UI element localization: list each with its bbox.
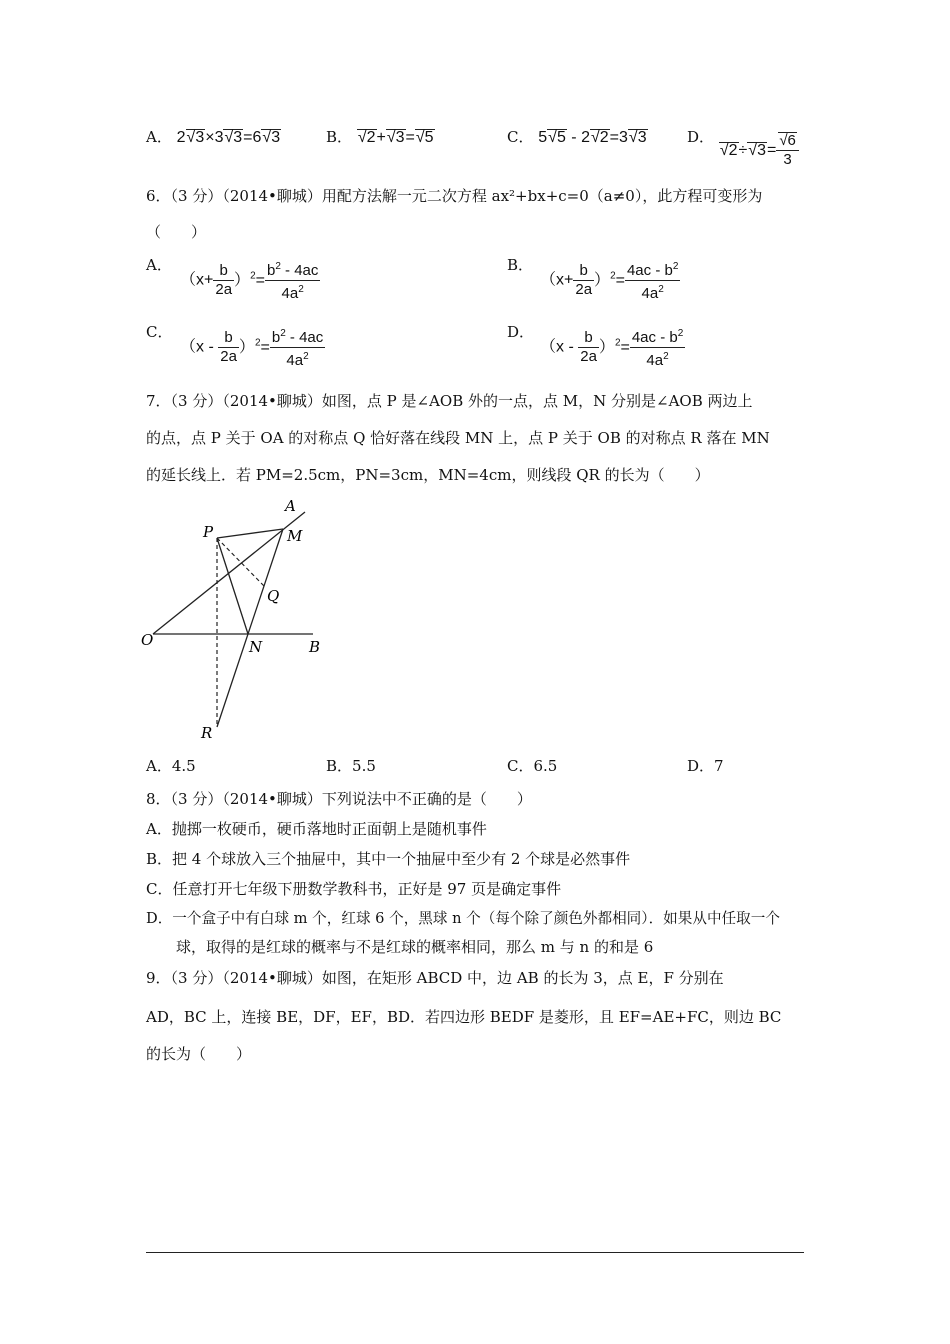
label-b: B	[309, 638, 321, 656]
label-n: N	[249, 638, 263, 656]
label-r: R	[201, 724, 213, 742]
q6-stem-line1: 6．（3 分）（2014•聊城）用配方法解一元二次方程 ax²+bx+c=0（a≠0），此方程可变形为	[146, 187, 763, 205]
q5-option-a-label: A．	[146, 128, 172, 146]
q8-option-b: B．把 4 个球放入三个抽屉中，其中一个抽屉中至少有 2 个球是必然事件	[146, 850, 631, 868]
label-p: P	[203, 523, 214, 541]
q5-option-b-formula: √2+√3=√5	[357, 129, 434, 146]
q6-option-b-formula: （x+ $\frac{b}{2a}$ ）$^2$= $\frac{4ac - b^2}{4a^2}$	[540, 258, 680, 303]
q6-option-d-label: D．	[507, 323, 535, 341]
q8-option-a: A．抛掷一枚硬币，硬币落地时正面朝上是随机事件	[146, 820, 487, 838]
q7-stem-line2: 的点，点 P 关于 OA 的对称点 Q 恰好落在线段 MN 上，点 P 关于 OB 的对称点 R 落在 MN	[146, 429, 770, 447]
segment-pq-dashed	[217, 538, 265, 587]
footer-divider	[146, 1252, 804, 1253]
q6-option-c-label: C．	[146, 323, 173, 341]
label-a: A	[285, 497, 296, 515]
q8-option-d-line1: D．一个盒子中有白球 m 个，红球 6 个，黑球 n 个（每个除了颜色外都相同）．如果从中任取一个	[146, 910, 780, 927]
q8-option-d-line2: 球，取得的是红球的概率与不是红球的概率相同，那么 m 与 n 的和是 6	[176, 938, 654, 956]
q6-option-c-formula: （x - $\frac{b}{2a}$ ）$^2$= $\frac{b^2 - 4ac}{4a^2}$	[180, 325, 325, 370]
q5-option-b-label: B．	[326, 128, 353, 146]
q6-option-a-formula: （x+ $\frac{b}{2a}$ ）$^2$= $\frac{b^2 - 4ac}{4a^2}$	[180, 258, 320, 303]
q6-option-b-label: B．	[507, 256, 534, 274]
q7-stem-line3: 的延长线上．若 PM=2.5cm，PN=3cm，MN=4cm，则线段 QR 的长为（ ）	[146, 466, 710, 484]
q8-stem: 8．（3 分）（2014•聊城）下列说法中不正确的是（ ）	[146, 790, 532, 808]
q7-geometry-figure	[135, 495, 345, 745]
segment-pn	[217, 538, 248, 634]
q7-option-b: B．5.5	[326, 757, 376, 775]
q9-stem-line1: 9．（3 分）（2014•聊城）如图，在矩形 ABCD 中，边 AB 的长为 3，点 E，F 分别在	[146, 969, 724, 987]
q5-option-d-formula: √2÷√3= $\frac{√6}{3}$	[719, 132, 799, 169]
q6-stem-line2: （ ）	[146, 223, 207, 241]
q5-option-b	[326, 126, 435, 147]
q5-option-c-formula: 5√5 - 2√2=3√3	[538, 129, 647, 146]
q5-option-c	[507, 126, 648, 147]
q6-option-a-label: A．	[146, 256, 172, 274]
q9-stem-line3: 的长为（ ）	[146, 1045, 252, 1063]
q8-option-c: C．任意打开七年级下册数学教科书，正好是 97 页是确定事件	[146, 880, 562, 898]
segment-pm	[217, 529, 283, 538]
label-m: M	[287, 527, 303, 545]
q5-option-a	[146, 126, 281, 147]
q7-option-a: A．4.5	[146, 757, 196, 775]
q5-option-a-formula: 2√3×3√3=6√3	[176, 129, 281, 146]
segment-mr	[217, 529, 283, 727]
q7-option-c: C．6.5	[507, 757, 558, 775]
q6-option-d-formula: （x - $\frac{b}{2a}$ ）$^2$= $\frac{4ac - b^2}{4a^2}$	[540, 325, 685, 370]
q7-stem-line1: 7．（3 分）（2014•聊城）如图，点 P 是∠AOB 外的一点，点 M，N 分别是∠AOB 两边上	[146, 392, 753, 410]
q7-option-d: D．7	[687, 757, 724, 775]
label-o: O	[141, 631, 154, 649]
label-q: Q	[267, 587, 280, 605]
q5-option-c-label: C．	[507, 128, 534, 146]
q9-stem-line2: AD，BC 上，连接 BE，DF，EF，BD．若四边形 BEDF 是菱形，且 EF=AE+FC，则边 BC	[146, 1008, 782, 1026]
q5-option-d-label: D．	[687, 128, 715, 146]
q5-option-d	[687, 126, 799, 169]
